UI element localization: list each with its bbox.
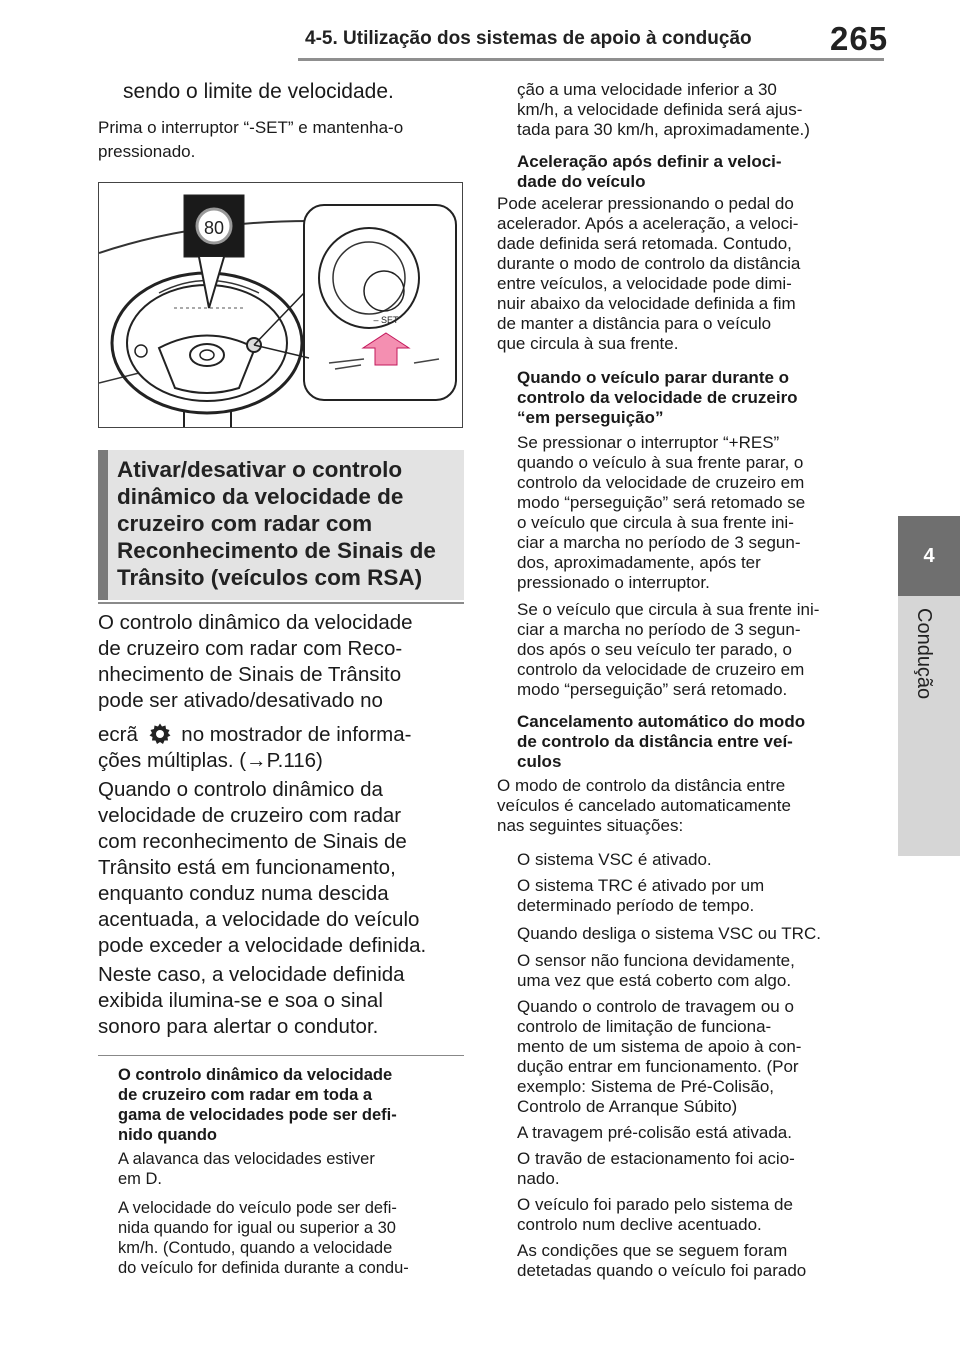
section-heading-bar [98,450,108,600]
list-item: Quando o controlo de travagem ou o controlo de limitação de funciona- mento de um sistema de apoio à con- dução entrar em funcionamento. (Por exemplo: Sistema de Pré-Colisão, Controlo de Arranque Súbito) [517,997,802,1116]
instruction-line: pressionado. [98,142,196,161]
paragraph-acceleration: Pode acelerar pressionando o pedal do acelerador. Após a aceleração, a veloci- dade definida será retomada. Contudo, durante o modo de controlo da distância entre veículos, a velocidade pode dimi- nuir abaixo da velocidade definida a fim de manter a distância para o veículo que circula à sua frente. [497,194,801,353]
steering-wheel-illustration [98,182,463,428]
paragraph-alert: Neste caso, a velocidade definida exibida ilumina-se e soa o sinal sonoro para alertar o condutor. [98,963,405,1038]
paragraph-descent: Quando o controlo dinâmico da velocidade de cruzeiro com radar com reconhecimento de Sinais de Trânsito está em funcionamento, enquanto conduz numa descida acentuada, a velocidade do veículo pode exceder a velocidade definida. [98,778,427,957]
paragraph-resume: Se o veículo que circula à sua frente ini- ciar a marcha no período de 3 segun- dos após o seu veículo ter parado, o controlo da velocidade de cruzeiro em modo “perseguição” será retomado. [517,600,820,699]
list-item: Quando desliga o sistema VSC ou TRC. [517,924,821,943]
paragraph-activation: O controlo dinâmico da velocidade de cruzeiro com radar com Reco- nhecimento de Sinais de Trânsito pode ser ativado/desativado no ecrã no mostrador de informa- ções múltiplas. (→P.116) [98,611,413,772]
subheading-stop: Quando o veículo parar durante o controlo da velocidade de cruzeiro “em perseguição” [517,368,798,427]
list-item: A travagem pré-colisão está ativada. [517,1123,792,1142]
list-item: As condições que se seguem foram detetadas quando o veículo foi parado [517,1241,807,1280]
list-item: O sensor não funciona devidamente, uma vez que está coberto com algo. [517,951,795,990]
header-rule [298,58,884,61]
page-number: 265 [830,20,889,57]
speed-limit-value: 80 [203,218,225,238]
paragraph-cancel: O modo de controlo da distância entre veículos é cancelado automaticamente nas seguintes situações: [497,776,791,835]
note-text: A velocidade do veículo pode ser defi- nida quando for igual ou superior a 30 km/h. (Contudo, quando a velocidade do veículo for definida durante a condu- [118,1199,409,1277]
note-text: A alavanca das velocidades estiver em D. [118,1150,375,1188]
page-header [0,0,960,66]
set-switch-label: – SET [373,315,399,325]
steering-wheel-drawing [99,183,462,427]
subheading-cancel: Cancelamento automático do modo de controlo da distância entre veí- culos [517,712,806,771]
list-item: O sistema VSC é ativado. [517,850,712,869]
subheading-acceleration: Aceleração após definir a veloci- dade do veículo [517,152,782,191]
section-heading: Ativar/desativar o controlo dinâmico da velocidade de cruzeiro com radar com Reconhecimento de Sinais de Trânsito (veículos com RSA) [117,457,436,590]
continued-text: ção a uma velocidade inferior a 30 km/h, a velocidade definida será ajus- tada para 30 km/h, aproximadamente.) [517,80,810,139]
chapter-tab [898,516,960,596]
intro-text: sendo o limite de velocidade. [123,80,394,103]
note-heading: O controlo dinâmico da velocidade de cruzeiro com radar em toda a gama de velocidades pode ser defi- nido quando [118,1066,397,1144]
instruction-line: Prima o interruptor “-SET” e mantenha-o [98,118,404,137]
gear-icon [148,722,172,746]
section-heading-box [98,450,464,600]
section-rule [98,602,464,604]
note-rule [98,1055,464,1056]
list-item: O travão de estacionamento foi acio- nado. [517,1149,795,1188]
section-header-title: 4-5. Utilização dos sistemas de apoio à condução [305,28,752,49]
list-item: O veículo foi parado pelo sistema de controlo num declive acentuado. [517,1195,793,1234]
chapter-number: 4 [923,545,935,567]
chapter-label: Condução [913,608,935,700]
paragraph-stop: Se pressionar o interruptor “+RES” quando o veículo à sua frente parar, o controlo da velocidade de cruzeiro em modo “perseguição” será retomado se o veículo que circula à sua frente ini- ciar a marcha no período de 3 segun- dos, aproximadamente, após ter pressionado o interruptor. [517,433,806,592]
list-item: O sistema TRC é ativado por um determinado período de tempo. [517,876,765,915]
